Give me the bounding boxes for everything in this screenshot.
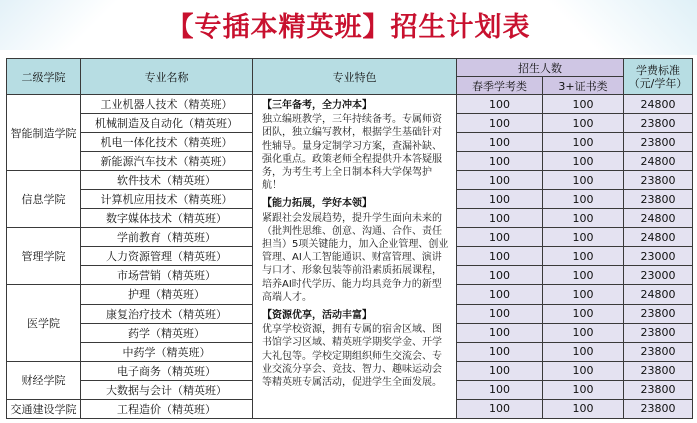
tuition-fee: 24800 <box>624 152 693 171</box>
tuition-fee: 24800 <box>624 228 693 247</box>
major-name: 市场营销（精英班） <box>81 266 253 285</box>
page-title: 【专插本精英班】招生计划表 <box>166 12 531 43</box>
spring-count: 100 <box>457 304 543 323</box>
cert-count: 100 <box>543 228 624 247</box>
college-name: 智能制造学院 <box>7 95 81 171</box>
feature-title: 【能力拓展，学好本领】 <box>262 198 372 210</box>
college-name: 财经学院 <box>7 361 81 399</box>
tuition-fee: 23800 <box>624 190 693 209</box>
major-name: 软件技术（精英班） <box>81 171 253 190</box>
tuition-fee: 23000 <box>624 266 693 285</box>
college-name: 管理学院 <box>7 228 81 285</box>
tuition-fee: 24800 <box>624 95 693 114</box>
features-cell <box>253 95 457 419</box>
table-body <box>7 95 693 419</box>
feature-section <box>262 197 451 304</box>
tuition-fee: 24800 <box>624 285 693 304</box>
tuition-fee: 23800 <box>624 361 693 380</box>
cert-count: 100 <box>543 323 624 342</box>
major-name: 人力资源管理（精英班） <box>81 247 253 266</box>
spring-count: 100 <box>457 285 543 304</box>
college-name: 医学院 <box>7 285 81 361</box>
major-name: 数字媒体技术（精英班） <box>81 209 253 228</box>
feature-text: 独立编班教学，三年持续备考。专属师资团队，独立编写教材，根据学生基础针对性辅导。量身定制学习方案，查漏补缺、强化重点。政策老师全程提供升本答疑服务，为考生考上全日制本科大学保驾护航！ <box>262 114 442 192</box>
tuition-fee: 24800 <box>624 209 693 228</box>
major-name: 工业机器人技术（精英班） <box>81 95 253 114</box>
major-name: 药学（精英班） <box>81 323 253 342</box>
feature-section <box>262 309 451 389</box>
spring-count: 100 <box>457 114 543 133</box>
header-major: 专业名称 <box>81 59 253 95</box>
cert-count: 100 <box>543 152 624 171</box>
spring-count: 100 <box>457 361 543 380</box>
tuition-fee: 23800 <box>624 342 693 361</box>
cert-count: 100 <box>543 209 624 228</box>
spring-count: 100 <box>457 266 543 285</box>
spring-count: 100 <box>457 228 543 247</box>
tuition-fee: 23800 <box>624 114 693 133</box>
major-name: 工程造价（精英班） <box>81 399 253 418</box>
major-name: 大数据与会计（精英班） <box>81 380 253 399</box>
spring-count: 100 <box>457 380 543 399</box>
spring-count: 100 <box>457 323 543 342</box>
tuition-fee: 23800 <box>624 380 693 399</box>
tuition-fee: 23800 <box>624 171 693 190</box>
tuition-fee: 23800 <box>624 304 693 323</box>
spring-count: 100 <box>457 399 543 418</box>
tuition-fee: 23800 <box>624 399 693 418</box>
cert-count: 100 <box>543 285 624 304</box>
tuition-fee: 23800 <box>624 323 693 342</box>
feature-title: 【资源优享，活动丰富】 <box>262 310 372 322</box>
spring-count: 100 <box>457 190 543 209</box>
major-name: 机械制造及自动化（精英班） <box>81 114 253 133</box>
tuition-fee: 23800 <box>624 133 693 152</box>
header-spring: 春季学考类 <box>457 77 543 95</box>
cert-count: 100 <box>543 114 624 133</box>
major-name: 中药学（精英班） <box>81 342 253 361</box>
feature-text: 优享学校资源，拥有专属的宿舍区域、图书馆学习区域、精英班学期奖学金、开学大礼包等。学校定期组织师生交流会、专业交流分享会、竞技、智力、趣味运动会等精英班专属活动，促进学生全面发展。 <box>262 324 442 389</box>
major-name: 新能源汽车技术（精英班） <box>81 152 253 171</box>
major-name: 护理（精英班） <box>81 285 253 304</box>
header-features: 专业特色 <box>253 59 457 95</box>
feature-section <box>262 99 451 192</box>
tuition-fee: 23000 <box>624 247 693 266</box>
cert-count: 100 <box>543 361 624 380</box>
college-name: 交通建设学院 <box>7 399 81 418</box>
spring-count: 100 <box>457 152 543 171</box>
cert-count: 100 <box>543 247 624 266</box>
cert-count: 100 <box>543 171 624 190</box>
major-name: 电子商务（精英班） <box>81 361 253 380</box>
cert-count: 100 <box>543 380 624 399</box>
college-name: 信息学院 <box>7 171 81 228</box>
cert-count: 100 <box>543 304 624 323</box>
major-name: 机电一体化技术（精英班） <box>81 133 253 152</box>
spring-count: 100 <box>457 209 543 228</box>
spring-count: 100 <box>457 95 543 114</box>
header-enrollment: 招生人数 <box>457 59 624 77</box>
spring-count: 100 <box>457 171 543 190</box>
feature-text: 紧跟社会发展趋势，提升学生面向未来的（批判性思维、创意、沟通、合作、责任担当）5项关键能力，加入企业管理、创业管理、AI人工智能通识、财富管理、演讲与口才、形象包装等前沿素质拓展课程，培养AI时代学历、能力均具竞争力的新型高端人才。 <box>262 212 449 303</box>
spring-count: 100 <box>457 247 543 266</box>
cert-count: 100 <box>543 399 624 418</box>
cert-count: 100 <box>543 133 624 152</box>
header-college: 二级学院 <box>7 59 81 95</box>
header-cert: 3+证书类 <box>543 77 624 95</box>
cert-count: 100 <box>543 342 624 361</box>
major-name: 计算机应用技术（精英班） <box>81 190 253 209</box>
enrollment-plan-table <box>6 58 693 419</box>
major-name: 学前教育（精英班） <box>81 228 253 247</box>
cert-count: 100 <box>543 95 624 114</box>
cert-count: 100 <box>543 266 624 285</box>
table-row <box>7 95 693 114</box>
spring-count: 100 <box>457 342 543 361</box>
header-fee: 学费标准 （元/学年） <box>624 59 693 95</box>
major-name: 康复治疗技术（精英班） <box>81 304 253 323</box>
spring-count: 100 <box>457 133 543 152</box>
feature-title: 【三年备考，全力冲本】 <box>262 100 372 111</box>
cert-count: 100 <box>543 190 624 209</box>
